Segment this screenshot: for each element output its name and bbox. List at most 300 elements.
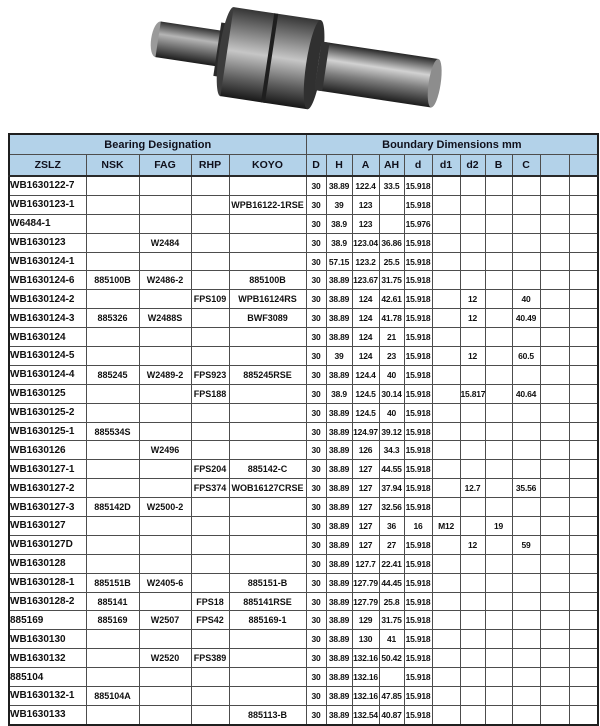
bearing-photo xyxy=(138,0,454,128)
data-cell xyxy=(191,668,229,687)
data-cell xyxy=(432,611,460,630)
data-cell: 885169 xyxy=(86,611,139,630)
data-cell xyxy=(460,687,485,706)
data-cell: 23 xyxy=(379,347,404,366)
data-cell: 30 xyxy=(306,252,326,271)
data-cell xyxy=(86,233,139,252)
data-cell: 15.918 xyxy=(404,535,432,554)
table-row xyxy=(9,705,598,724)
column-header-nsk: NSK xyxy=(86,155,139,177)
data-cell xyxy=(460,611,485,630)
data-cell: FPS18 xyxy=(191,592,229,611)
data-cell xyxy=(485,611,512,630)
data-cell: 123 xyxy=(352,195,379,214)
data-cell xyxy=(569,498,598,517)
data-cell: 30 xyxy=(306,687,326,706)
data-cell xyxy=(485,365,512,384)
data-cell: WPB16122-1RSE xyxy=(229,195,306,214)
data-cell: 127 xyxy=(352,460,379,479)
data-cell: 38.89 xyxy=(326,328,352,347)
designation-cell: WB1630124-3 xyxy=(9,309,86,328)
data-cell xyxy=(540,309,569,328)
designation-cell: WB1630127-2 xyxy=(9,479,86,498)
data-cell xyxy=(86,195,139,214)
data-cell: 35.56 xyxy=(512,479,540,498)
data-cell xyxy=(139,328,191,347)
table-row xyxy=(9,214,598,233)
data-cell: 38.89 xyxy=(326,687,352,706)
data-cell xyxy=(139,535,191,554)
data-cell: 30 xyxy=(306,365,326,384)
data-cell: 30 xyxy=(306,347,326,366)
data-cell: 40 xyxy=(379,403,404,422)
table-row xyxy=(9,554,598,573)
column-header-d: D xyxy=(306,155,326,177)
bearing-table xyxy=(8,133,599,726)
data-cell xyxy=(379,214,404,233)
data-cell xyxy=(569,479,598,498)
data-cell: 15.918 xyxy=(404,554,432,573)
data-cell xyxy=(569,328,598,347)
data-cell xyxy=(139,384,191,403)
data-cell: 15.918 xyxy=(404,422,432,441)
data-cell: 124.97 xyxy=(352,422,379,441)
table-row xyxy=(9,687,598,706)
data-cell: 127 xyxy=(352,479,379,498)
table-row xyxy=(9,233,598,252)
data-cell xyxy=(139,668,191,687)
data-cell: 32.56 xyxy=(379,498,404,517)
data-cell xyxy=(540,176,569,195)
data-cell xyxy=(379,668,404,687)
data-cell xyxy=(569,630,598,649)
designation-cell: WB1630124-4 xyxy=(9,365,86,384)
data-cell: 38.89 xyxy=(326,403,352,422)
designation-cell: WB1630132 xyxy=(9,649,86,668)
data-cell: 30.14 xyxy=(379,384,404,403)
data-cell: 50.42 xyxy=(379,649,404,668)
table-row xyxy=(9,347,598,366)
data-cell: 38.9 xyxy=(326,214,352,233)
designation-cell: WB1630127D xyxy=(9,535,86,554)
data-cell: 127.79 xyxy=(352,573,379,592)
column-header-b: B xyxy=(485,155,512,177)
data-cell xyxy=(191,554,229,573)
data-cell xyxy=(86,535,139,554)
data-cell xyxy=(540,233,569,252)
data-cell xyxy=(540,347,569,366)
data-cell: 30 xyxy=(306,176,326,195)
table-row xyxy=(9,176,598,195)
data-cell: FPS204 xyxy=(191,460,229,479)
data-cell xyxy=(86,649,139,668)
data-cell: 15.918 xyxy=(404,309,432,328)
data-cell: 15.918 xyxy=(404,705,432,724)
data-cell: 123.67 xyxy=(352,271,379,290)
column-header-fag: FAG xyxy=(139,155,191,177)
column-header-ah: AH xyxy=(379,155,404,177)
table-row xyxy=(9,592,598,611)
data-cell: 132.16 xyxy=(352,649,379,668)
data-cell xyxy=(432,176,460,195)
data-cell xyxy=(512,365,540,384)
table-row xyxy=(9,195,598,214)
data-cell xyxy=(139,252,191,271)
data-cell: 30 xyxy=(306,384,326,403)
data-cell xyxy=(191,630,229,649)
data-cell xyxy=(485,176,512,195)
data-cell: FPS109 xyxy=(191,290,229,309)
data-cell: 885113-B xyxy=(229,705,306,724)
data-cell: W2486-2 xyxy=(139,271,191,290)
data-cell xyxy=(229,328,306,347)
data-cell xyxy=(432,347,460,366)
designation-cell: WB1630133 xyxy=(9,705,86,724)
bearing-photo-drawing xyxy=(138,0,454,128)
data-cell: 15.918 xyxy=(404,630,432,649)
designation-cell: WB1630123-1 xyxy=(9,195,86,214)
data-cell: 41.78 xyxy=(379,309,404,328)
data-cell xyxy=(432,214,460,233)
data-cell: 30 xyxy=(306,535,326,554)
data-cell: 38.89 xyxy=(326,479,352,498)
data-cell xyxy=(86,384,139,403)
data-cell: 38.9 xyxy=(326,233,352,252)
designation-cell: WB1630126 xyxy=(9,441,86,460)
data-cell xyxy=(432,384,460,403)
data-cell: 38.89 xyxy=(326,365,352,384)
data-cell xyxy=(540,479,569,498)
data-cell: 38.89 xyxy=(326,535,352,554)
data-cell: FPS374 xyxy=(191,479,229,498)
data-cell xyxy=(512,441,540,460)
data-cell xyxy=(540,668,569,687)
data-cell: 21 xyxy=(379,328,404,347)
data-cell: 130 xyxy=(352,630,379,649)
data-cell: 59 xyxy=(512,535,540,554)
data-cell xyxy=(512,233,540,252)
data-cell: 132.54 xyxy=(352,705,379,724)
data-cell: 30 xyxy=(306,649,326,668)
data-cell xyxy=(229,347,306,366)
data-cell xyxy=(139,592,191,611)
data-cell: 41 xyxy=(379,630,404,649)
data-cell xyxy=(432,441,460,460)
data-cell: 15.918 xyxy=(404,649,432,668)
data-cell xyxy=(229,535,306,554)
data-cell xyxy=(540,554,569,573)
data-cell: 885141 xyxy=(86,592,139,611)
data-cell: 38.89 xyxy=(326,271,352,290)
data-cell xyxy=(432,687,460,706)
data-cell xyxy=(432,460,460,479)
data-cell xyxy=(485,479,512,498)
data-cell: 124.4 xyxy=(352,365,379,384)
data-cell: 15.918 xyxy=(404,592,432,611)
data-cell: 15.918 xyxy=(404,460,432,479)
data-cell: 33.5 xyxy=(379,176,404,195)
data-cell: 44.45 xyxy=(379,573,404,592)
data-cell xyxy=(86,252,139,271)
data-cell: 40 xyxy=(512,290,540,309)
designation-cell: WB1630124-2 xyxy=(9,290,86,309)
data-cell: 25.5 xyxy=(379,252,404,271)
data-cell: 15.976 xyxy=(404,214,432,233)
data-cell: 885245 xyxy=(86,365,139,384)
data-cell: 38.89 xyxy=(326,290,352,309)
designation-cell: WB1630125-2 xyxy=(9,403,86,422)
data-cell xyxy=(432,403,460,422)
data-cell: 15.918 xyxy=(404,233,432,252)
data-cell xyxy=(191,687,229,706)
data-cell: FPS389 xyxy=(191,649,229,668)
data-cell xyxy=(540,611,569,630)
data-cell xyxy=(485,290,512,309)
data-cell xyxy=(512,422,540,441)
table-row xyxy=(9,309,598,328)
data-cell xyxy=(139,403,191,422)
data-cell: W2405-6 xyxy=(139,573,191,592)
data-cell: 30 xyxy=(306,573,326,592)
data-cell: 16 xyxy=(404,517,432,536)
data-cell xyxy=(229,403,306,422)
data-cell: 124.5 xyxy=(352,384,379,403)
data-cell xyxy=(86,668,139,687)
data-cell: 12 xyxy=(460,535,485,554)
table-row xyxy=(9,573,598,592)
designation-cell: 885104 xyxy=(9,668,86,687)
data-cell xyxy=(460,668,485,687)
data-cell xyxy=(485,441,512,460)
data-cell: 38.89 xyxy=(326,176,352,195)
table-row xyxy=(9,328,598,347)
data-cell xyxy=(432,592,460,611)
data-cell xyxy=(432,554,460,573)
data-cell: 12 xyxy=(460,347,485,366)
data-cell xyxy=(86,517,139,536)
table-body xyxy=(9,176,598,725)
data-cell xyxy=(540,328,569,347)
data-cell: FPS42 xyxy=(191,611,229,630)
data-cell: 15.918 xyxy=(404,176,432,195)
data-cell xyxy=(432,290,460,309)
data-cell: 36.86 xyxy=(379,233,404,252)
data-cell: 15.918 xyxy=(404,498,432,517)
designation-cell: WB1630124-6 xyxy=(9,271,86,290)
data-cell xyxy=(569,554,598,573)
data-cell: 38.89 xyxy=(326,441,352,460)
data-cell xyxy=(485,573,512,592)
data-cell: 15.817 xyxy=(460,384,485,403)
data-cell xyxy=(460,441,485,460)
data-cell: BWF3089 xyxy=(229,309,306,328)
data-cell xyxy=(191,271,229,290)
data-cell: 30 xyxy=(306,195,326,214)
data-cell: 15.918 xyxy=(404,479,432,498)
data-cell xyxy=(460,328,485,347)
column-header-d2: d2 xyxy=(460,155,485,177)
data-cell xyxy=(460,554,485,573)
column-header-empty xyxy=(540,155,569,177)
data-cell xyxy=(432,328,460,347)
data-cell xyxy=(86,347,139,366)
data-cell xyxy=(512,403,540,422)
column-header-row xyxy=(9,155,598,177)
data-cell xyxy=(229,554,306,573)
data-cell: 124 xyxy=(352,290,379,309)
data-cell: 132.16 xyxy=(352,687,379,706)
data-cell xyxy=(512,554,540,573)
designation-cell: WB1630125-1 xyxy=(9,422,86,441)
data-cell xyxy=(139,554,191,573)
data-cell xyxy=(512,498,540,517)
data-cell: 15.918 xyxy=(404,687,432,706)
data-cell xyxy=(432,630,460,649)
data-cell xyxy=(512,573,540,592)
data-cell: W2507 xyxy=(139,611,191,630)
data-cell xyxy=(139,422,191,441)
data-cell xyxy=(432,668,460,687)
data-cell: 30 xyxy=(306,271,326,290)
designation-cell: WB1630122-7 xyxy=(9,176,86,195)
data-cell: 885142D xyxy=(86,498,139,517)
data-cell: 15.918 xyxy=(404,252,432,271)
data-cell xyxy=(86,705,139,724)
data-cell: 127.7 xyxy=(352,554,379,573)
table-row xyxy=(9,479,598,498)
designation-cell: WB1630128-1 xyxy=(9,573,86,592)
data-cell xyxy=(540,498,569,517)
data-cell xyxy=(460,233,485,252)
data-cell xyxy=(229,630,306,649)
data-cell xyxy=(485,271,512,290)
data-cell: 124 xyxy=(352,328,379,347)
table-row xyxy=(9,422,598,441)
data-cell: 38.89 xyxy=(326,573,352,592)
data-cell: 38.9 xyxy=(326,384,352,403)
data-cell xyxy=(460,365,485,384)
designation-cell: WB1630128-2 xyxy=(9,592,86,611)
data-cell xyxy=(485,403,512,422)
data-cell: W2496 xyxy=(139,441,191,460)
data-cell xyxy=(460,403,485,422)
table-row xyxy=(9,668,598,687)
data-cell xyxy=(540,460,569,479)
data-cell: 30 xyxy=(306,630,326,649)
data-cell xyxy=(229,517,306,536)
data-cell: 15.918 xyxy=(404,403,432,422)
data-cell xyxy=(485,535,512,554)
data-cell xyxy=(191,573,229,592)
data-cell: 30 xyxy=(306,498,326,517)
data-cell xyxy=(485,687,512,706)
data-cell: 885104A xyxy=(86,687,139,706)
data-cell xyxy=(569,649,598,668)
data-cell xyxy=(540,630,569,649)
data-cell xyxy=(569,535,598,554)
data-cell: 42.61 xyxy=(379,290,404,309)
data-cell xyxy=(569,441,598,460)
data-cell xyxy=(432,195,460,214)
data-cell: W2520 xyxy=(139,649,191,668)
data-cell xyxy=(569,347,598,366)
data-cell xyxy=(485,705,512,724)
data-cell xyxy=(569,271,598,290)
data-cell xyxy=(139,479,191,498)
table-row xyxy=(9,460,598,479)
data-cell: 15.918 xyxy=(404,573,432,592)
data-cell xyxy=(432,233,460,252)
data-cell xyxy=(569,309,598,328)
data-cell: 885100B xyxy=(86,271,139,290)
data-cell: 30 xyxy=(306,554,326,573)
group-header-bearing-designation: Bearing Designation xyxy=(9,134,306,155)
data-cell: 127 xyxy=(352,498,379,517)
data-cell: M12 xyxy=(432,517,460,536)
table-row xyxy=(9,271,598,290)
data-cell: 885326 xyxy=(86,309,139,328)
data-cell: 15.918 xyxy=(404,384,432,403)
data-cell xyxy=(432,573,460,592)
data-cell xyxy=(229,233,306,252)
designation-cell: WB1630124-5 xyxy=(9,347,86,366)
data-cell xyxy=(485,195,512,214)
data-cell xyxy=(512,630,540,649)
data-cell: 127.79 xyxy=(352,592,379,611)
data-cell xyxy=(86,554,139,573)
data-cell xyxy=(460,252,485,271)
data-cell xyxy=(432,649,460,668)
data-cell xyxy=(460,460,485,479)
table-row xyxy=(9,290,598,309)
data-cell xyxy=(229,384,306,403)
designation-cell: 885169 xyxy=(9,611,86,630)
data-cell xyxy=(432,252,460,271)
data-cell: 12 xyxy=(460,290,485,309)
data-cell xyxy=(191,535,229,554)
data-cell xyxy=(569,517,598,536)
data-cell: W2489-2 xyxy=(139,365,191,384)
data-cell xyxy=(512,611,540,630)
data-cell xyxy=(432,479,460,498)
data-cell xyxy=(485,422,512,441)
data-cell: 25.8 xyxy=(379,592,404,611)
data-cell xyxy=(86,630,139,649)
data-cell xyxy=(86,328,139,347)
data-cell xyxy=(512,517,540,536)
data-cell: 31.75 xyxy=(379,271,404,290)
data-cell xyxy=(540,441,569,460)
data-cell: 30 xyxy=(306,705,326,724)
column-header-rhp: RHP xyxy=(191,155,229,177)
data-cell: 40.87 xyxy=(379,705,404,724)
designation-cell: WB1630125 xyxy=(9,384,86,403)
data-cell xyxy=(540,403,569,422)
data-cell xyxy=(86,479,139,498)
data-cell xyxy=(191,214,229,233)
data-cell xyxy=(540,290,569,309)
column-header-koyo: KOYO xyxy=(229,155,306,177)
data-cell xyxy=(540,252,569,271)
data-cell: 47.85 xyxy=(379,687,404,706)
designation-cell: WB1630124 xyxy=(9,328,86,347)
data-cell: 38.89 xyxy=(326,668,352,687)
data-cell xyxy=(191,195,229,214)
data-cell xyxy=(485,460,512,479)
data-cell xyxy=(569,195,598,214)
table-row xyxy=(9,611,598,630)
data-cell xyxy=(191,309,229,328)
